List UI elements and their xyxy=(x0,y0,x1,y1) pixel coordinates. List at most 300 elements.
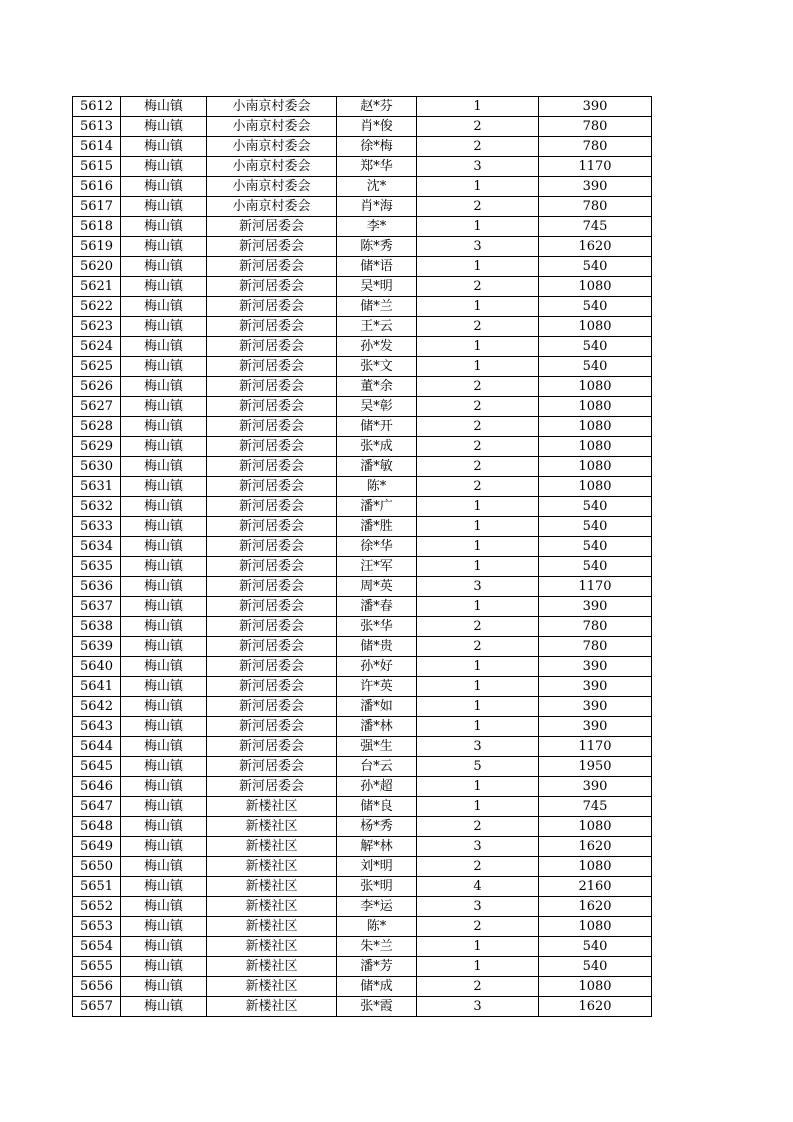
name-cell: 潘*芳 xyxy=(337,957,417,977)
record-number-cell: 5649 xyxy=(73,837,121,857)
amount-cell: 540 xyxy=(539,537,652,557)
name-cell: 吴*明 xyxy=(337,277,417,297)
community-cell: 新河居委会 xyxy=(207,617,337,637)
name-cell: 储*语 xyxy=(337,257,417,277)
household-count-cell: 2 xyxy=(417,197,539,217)
record-number-cell: 5620 xyxy=(73,257,121,277)
household-count-cell: 1 xyxy=(417,177,539,197)
amount-cell: 1950 xyxy=(539,757,652,777)
community-cell: 新楼社区 xyxy=(207,857,337,877)
community-cell: 新河居委会 xyxy=(207,257,337,277)
amount-cell: 780 xyxy=(539,137,652,157)
table-row xyxy=(73,757,652,777)
table-row xyxy=(73,317,652,337)
record-number-cell: 5657 xyxy=(73,997,121,1017)
table-row xyxy=(73,97,652,117)
record-number-cell: 5621 xyxy=(73,277,121,297)
amount-cell: 780 xyxy=(539,117,652,137)
town-cell: 梅山镇 xyxy=(121,877,207,897)
community-cell: 新河居委会 xyxy=(207,677,337,697)
amount-cell: 540 xyxy=(539,297,652,317)
town-cell: 梅山镇 xyxy=(121,617,207,637)
record-number-cell: 5638 xyxy=(73,617,121,637)
household-count-cell: 2 xyxy=(417,417,539,437)
household-count-cell: 1 xyxy=(417,777,539,797)
town-cell: 梅山镇 xyxy=(121,257,207,277)
town-cell: 梅山镇 xyxy=(121,977,207,997)
town-cell: 梅山镇 xyxy=(121,757,207,777)
amount-cell: 1620 xyxy=(539,237,652,257)
community-cell: 新河居委会 xyxy=(207,417,337,437)
name-cell: 周*英 xyxy=(337,577,417,597)
name-cell: 台*云 xyxy=(337,757,417,777)
amount-cell: 1080 xyxy=(539,457,652,477)
name-cell: 杨*秀 xyxy=(337,817,417,837)
amount-cell: 540 xyxy=(539,557,652,577)
name-cell: 潘*如 xyxy=(337,697,417,717)
household-count-cell: 1 xyxy=(417,597,539,617)
amount-cell: 1620 xyxy=(539,897,652,917)
record-number-cell: 5627 xyxy=(73,397,121,417)
amount-cell: 1620 xyxy=(539,997,652,1017)
table-body xyxy=(73,97,652,1017)
community-cell: 新河居委会 xyxy=(207,217,337,237)
household-count-cell: 1 xyxy=(417,497,539,517)
record-number-cell: 5650 xyxy=(73,857,121,877)
community-cell: 新河居委会 xyxy=(207,697,337,717)
data-table xyxy=(72,96,652,1017)
town-cell: 梅山镇 xyxy=(121,397,207,417)
table-row xyxy=(73,977,652,997)
table-row xyxy=(73,137,652,157)
household-count-cell: 1 xyxy=(417,537,539,557)
town-cell: 梅山镇 xyxy=(121,577,207,597)
name-cell: 潘*春 xyxy=(337,597,417,617)
household-count-cell: 1 xyxy=(417,677,539,697)
household-count-cell: 2 xyxy=(417,617,539,637)
amount-cell: 540 xyxy=(539,957,652,977)
town-cell: 梅山镇 xyxy=(121,297,207,317)
table-row xyxy=(73,297,652,317)
name-cell: 孙*超 xyxy=(337,777,417,797)
town-cell: 梅山镇 xyxy=(121,997,207,1017)
household-count-cell: 1 xyxy=(417,297,539,317)
household-count-cell: 2 xyxy=(417,817,539,837)
household-count-cell: 1 xyxy=(417,717,539,737)
table-row xyxy=(73,617,652,637)
amount-cell: 390 xyxy=(539,717,652,737)
record-number-cell: 5613 xyxy=(73,117,121,137)
name-cell: 董*余 xyxy=(337,377,417,397)
household-count-cell: 1 xyxy=(417,937,539,957)
town-cell: 梅山镇 xyxy=(121,237,207,257)
community-cell: 新河居委会 xyxy=(207,577,337,597)
table-row xyxy=(73,537,652,557)
name-cell: 刘*明 xyxy=(337,857,417,877)
table-row xyxy=(73,457,652,477)
name-cell: 王*云 xyxy=(337,317,417,337)
record-number-cell: 5632 xyxy=(73,497,121,517)
household-count-cell: 1 xyxy=(417,97,539,117)
household-count-cell: 2 xyxy=(417,277,539,297)
amount-cell: 1170 xyxy=(539,157,652,177)
community-cell: 新河居委会 xyxy=(207,637,337,657)
community-cell: 新楼社区 xyxy=(207,917,337,937)
community-cell: 小南京村委会 xyxy=(207,117,337,137)
amount-cell: 1080 xyxy=(539,917,652,937)
table-row xyxy=(73,117,652,137)
town-cell: 梅山镇 xyxy=(121,897,207,917)
household-count-cell: 2 xyxy=(417,397,539,417)
record-number-cell: 5628 xyxy=(73,417,121,437)
record-number-cell: 5652 xyxy=(73,897,121,917)
amount-cell: 1080 xyxy=(539,317,652,337)
town-cell: 梅山镇 xyxy=(121,597,207,617)
town-cell: 梅山镇 xyxy=(121,797,207,817)
community-cell: 新河居委会 xyxy=(207,737,337,757)
table-row xyxy=(73,197,652,217)
record-number-cell: 5622 xyxy=(73,297,121,317)
town-cell: 梅山镇 xyxy=(121,777,207,797)
table-row xyxy=(73,357,652,377)
household-count-cell: 3 xyxy=(417,897,539,917)
name-cell: 张*文 xyxy=(337,357,417,377)
name-cell: 张*霞 xyxy=(337,997,417,1017)
household-count-cell: 2 xyxy=(417,457,539,477)
record-number-cell: 5647 xyxy=(73,797,121,817)
record-number-cell: 5626 xyxy=(73,377,121,397)
household-count-cell: 4 xyxy=(417,877,539,897)
household-count-cell: 1 xyxy=(417,337,539,357)
record-number-cell: 5634 xyxy=(73,537,121,557)
table-row xyxy=(73,897,652,917)
community-cell: 新河居委会 xyxy=(207,377,337,397)
household-count-cell: 2 xyxy=(417,857,539,877)
town-cell: 梅山镇 xyxy=(121,857,207,877)
community-cell: 新河居委会 xyxy=(207,777,337,797)
town-cell: 梅山镇 xyxy=(121,657,207,677)
table-row xyxy=(73,997,652,1017)
amount-cell: 540 xyxy=(539,497,652,517)
community-cell: 新河居委会 xyxy=(207,597,337,617)
amount-cell: 540 xyxy=(539,357,652,377)
household-count-cell: 2 xyxy=(417,117,539,137)
town-cell: 梅山镇 xyxy=(121,137,207,157)
table-row xyxy=(73,377,652,397)
name-cell: 储*兰 xyxy=(337,297,417,317)
name-cell: 储*成 xyxy=(337,977,417,997)
household-count-cell: 1 xyxy=(417,517,539,537)
name-cell: 肖*俊 xyxy=(337,117,417,137)
amount-cell: 1170 xyxy=(539,737,652,757)
community-cell: 新河居委会 xyxy=(207,757,337,777)
name-cell: 沈* xyxy=(337,177,417,197)
town-cell: 梅山镇 xyxy=(121,697,207,717)
record-number-cell: 5629 xyxy=(73,437,121,457)
town-cell: 梅山镇 xyxy=(121,457,207,477)
town-cell: 梅山镇 xyxy=(121,437,207,457)
table-row xyxy=(73,937,652,957)
amount-cell: 1620 xyxy=(539,837,652,857)
town-cell: 梅山镇 xyxy=(121,917,207,937)
name-cell: 肖*海 xyxy=(337,197,417,217)
amount-cell: 390 xyxy=(539,777,652,797)
table-row xyxy=(73,917,652,937)
record-number-cell: 5617 xyxy=(73,197,121,217)
town-cell: 梅山镇 xyxy=(121,177,207,197)
name-cell: 徐*梅 xyxy=(337,137,417,157)
amount-cell: 390 xyxy=(539,97,652,117)
table-row xyxy=(73,837,652,857)
record-number-cell: 5648 xyxy=(73,817,121,837)
community-cell: 新楼社区 xyxy=(207,837,337,857)
name-cell: 陈* xyxy=(337,477,417,497)
table-row xyxy=(73,737,652,757)
town-cell: 梅山镇 xyxy=(121,277,207,297)
town-cell: 梅山镇 xyxy=(121,677,207,697)
table-row xyxy=(73,157,652,177)
community-cell: 新楼社区 xyxy=(207,897,337,917)
amount-cell: 1080 xyxy=(539,477,652,497)
table-row xyxy=(73,657,652,677)
household-count-cell: 2 xyxy=(417,317,539,337)
household-count-cell: 2 xyxy=(417,137,539,157)
amount-cell: 540 xyxy=(539,937,652,957)
record-number-cell: 5635 xyxy=(73,557,121,577)
town-cell: 梅山镇 xyxy=(121,357,207,377)
name-cell: 李*运 xyxy=(337,897,417,917)
community-cell: 小南京村委会 xyxy=(207,137,337,157)
household-count-cell: 1 xyxy=(417,957,539,977)
community-cell: 新河居委会 xyxy=(207,357,337,377)
name-cell: 储*贵 xyxy=(337,637,417,657)
community-cell: 新河居委会 xyxy=(207,517,337,537)
record-number-cell: 5623 xyxy=(73,317,121,337)
household-count-cell: 2 xyxy=(417,977,539,997)
amount-cell: 1080 xyxy=(539,377,652,397)
name-cell: 储*良 xyxy=(337,797,417,817)
town-cell: 梅山镇 xyxy=(121,737,207,757)
record-number-cell: 5616 xyxy=(73,177,121,197)
record-number-cell: 5633 xyxy=(73,517,121,537)
amount-cell: 390 xyxy=(539,177,652,197)
name-cell: 潘*敏 xyxy=(337,457,417,477)
town-cell: 梅山镇 xyxy=(121,557,207,577)
name-cell: 郑*华 xyxy=(337,157,417,177)
record-number-cell: 5640 xyxy=(73,657,121,677)
household-count-cell: 2 xyxy=(417,637,539,657)
table-row xyxy=(73,417,652,437)
table-row xyxy=(73,777,652,797)
table-row xyxy=(73,337,652,357)
amount-cell: 745 xyxy=(539,797,652,817)
name-cell: 张*明 xyxy=(337,877,417,897)
community-cell: 新河居委会 xyxy=(207,497,337,517)
record-number-cell: 5614 xyxy=(73,137,121,157)
name-cell: 潘*胜 xyxy=(337,517,417,537)
name-cell: 孙*好 xyxy=(337,657,417,677)
table-row xyxy=(73,797,652,817)
community-cell: 小南京村委会 xyxy=(207,177,337,197)
table-row xyxy=(73,257,652,277)
record-number-cell: 5625 xyxy=(73,357,121,377)
community-cell: 新河居委会 xyxy=(207,337,337,357)
household-count-cell: 2 xyxy=(417,477,539,497)
record-number-cell: 5644 xyxy=(73,737,121,757)
community-cell: 新楼社区 xyxy=(207,877,337,897)
table-row xyxy=(73,557,652,577)
town-cell: 梅山镇 xyxy=(121,717,207,737)
community-cell: 新河居委会 xyxy=(207,437,337,457)
table-row xyxy=(73,697,652,717)
name-cell: 朱*兰 xyxy=(337,937,417,957)
town-cell: 梅山镇 xyxy=(121,477,207,497)
record-number-cell: 5642 xyxy=(73,697,121,717)
amount-cell: 1080 xyxy=(539,437,652,457)
amount-cell: 780 xyxy=(539,617,652,637)
household-count-cell: 3 xyxy=(417,237,539,257)
town-cell: 梅山镇 xyxy=(121,937,207,957)
name-cell: 李* xyxy=(337,217,417,237)
household-count-cell: 3 xyxy=(417,737,539,757)
amount-cell: 540 xyxy=(539,517,652,537)
amount-cell: 745 xyxy=(539,217,652,237)
table-row xyxy=(73,817,652,837)
town-cell: 梅山镇 xyxy=(121,417,207,437)
town-cell: 梅山镇 xyxy=(121,517,207,537)
name-cell: 吴*彰 xyxy=(337,397,417,417)
household-count-cell: 1 xyxy=(417,257,539,277)
community-cell: 新河居委会 xyxy=(207,717,337,737)
name-cell: 潘*林 xyxy=(337,717,417,737)
community-cell: 新河居委会 xyxy=(207,657,337,677)
community-cell: 小南京村委会 xyxy=(207,97,337,117)
table-row xyxy=(73,517,652,537)
record-number-cell: 5645 xyxy=(73,757,121,777)
community-cell: 小南京村委会 xyxy=(207,157,337,177)
record-number-cell: 5615 xyxy=(73,157,121,177)
amount-cell: 390 xyxy=(539,697,652,717)
table-row xyxy=(73,217,652,237)
household-count-cell: 1 xyxy=(417,357,539,377)
record-number-cell: 5631 xyxy=(73,477,121,497)
record-number-cell: 5630 xyxy=(73,457,121,477)
community-cell: 新楼社区 xyxy=(207,957,337,977)
name-cell: 孙*发 xyxy=(337,337,417,357)
amount-cell: 390 xyxy=(539,597,652,617)
household-count-cell: 2 xyxy=(417,437,539,457)
record-number-cell: 5651 xyxy=(73,877,121,897)
town-cell: 梅山镇 xyxy=(121,317,207,337)
record-number-cell: 5612 xyxy=(73,97,121,117)
town-cell: 梅山镇 xyxy=(121,217,207,237)
record-number-cell: 5624 xyxy=(73,337,121,357)
household-count-cell: 3 xyxy=(417,997,539,1017)
community-cell: 新河居委会 xyxy=(207,237,337,257)
name-cell: 解*林 xyxy=(337,837,417,857)
table-row xyxy=(73,597,652,617)
town-cell: 梅山镇 xyxy=(121,837,207,857)
town-cell: 梅山镇 xyxy=(121,97,207,117)
household-count-cell: 1 xyxy=(417,657,539,677)
community-cell: 新楼社区 xyxy=(207,937,337,957)
amount-cell: 1170 xyxy=(539,577,652,597)
amount-cell: 540 xyxy=(539,257,652,277)
community-cell: 新河居委会 xyxy=(207,537,337,557)
record-number-cell: 5653 xyxy=(73,917,121,937)
household-count-cell: 1 xyxy=(417,557,539,577)
table-row xyxy=(73,437,652,457)
community-cell: 小南京村委会 xyxy=(207,197,337,217)
household-count-cell: 1 xyxy=(417,797,539,817)
record-number-cell: 5639 xyxy=(73,637,121,657)
household-count-cell: 5 xyxy=(417,757,539,777)
community-cell: 新河居委会 xyxy=(207,277,337,297)
record-number-cell: 5641 xyxy=(73,677,121,697)
record-number-cell: 5636 xyxy=(73,577,121,597)
town-cell: 梅山镇 xyxy=(121,337,207,357)
record-number-cell: 5643 xyxy=(73,717,121,737)
household-count-cell: 1 xyxy=(417,697,539,717)
amount-cell: 780 xyxy=(539,637,652,657)
household-count-cell: 1 xyxy=(417,217,539,237)
town-cell: 梅山镇 xyxy=(121,537,207,557)
table-row xyxy=(73,637,652,657)
table-row xyxy=(73,277,652,297)
town-cell: 梅山镇 xyxy=(121,957,207,977)
table-row xyxy=(73,877,652,897)
town-cell: 梅山镇 xyxy=(121,117,207,137)
town-cell: 梅山镇 xyxy=(121,637,207,657)
amount-cell: 390 xyxy=(539,677,652,697)
community-cell: 新河居委会 xyxy=(207,297,337,317)
name-cell: 陈* xyxy=(337,917,417,937)
name-cell: 徐*华 xyxy=(337,537,417,557)
name-cell: 强*生 xyxy=(337,737,417,757)
amount-cell: 780 xyxy=(539,197,652,217)
table-row xyxy=(73,497,652,517)
household-count-cell: 3 xyxy=(417,837,539,857)
record-number-cell: 5619 xyxy=(73,237,121,257)
town-cell: 梅山镇 xyxy=(121,197,207,217)
amount-cell: 1080 xyxy=(539,417,652,437)
record-number-cell: 5656 xyxy=(73,977,121,997)
amount-cell: 1080 xyxy=(539,977,652,997)
amount-cell: 1080 xyxy=(539,397,652,417)
record-number-cell: 5618 xyxy=(73,217,121,237)
household-count-cell: 2 xyxy=(417,377,539,397)
community-cell: 新楼社区 xyxy=(207,977,337,997)
household-count-cell: 2 xyxy=(417,917,539,937)
household-count-cell: 3 xyxy=(417,157,539,177)
name-cell: 陈*秀 xyxy=(337,237,417,257)
amount-cell: 1080 xyxy=(539,817,652,837)
table-row xyxy=(73,677,652,697)
community-cell: 新楼社区 xyxy=(207,797,337,817)
name-cell: 张*成 xyxy=(337,437,417,457)
table-row xyxy=(73,177,652,197)
community-cell: 新河居委会 xyxy=(207,457,337,477)
town-cell: 梅山镇 xyxy=(121,157,207,177)
amount-cell: 390 xyxy=(539,657,652,677)
community-cell: 新河居委会 xyxy=(207,557,337,577)
name-cell: 张*华 xyxy=(337,617,417,637)
record-number-cell: 5655 xyxy=(73,957,121,977)
amount-cell: 2160 xyxy=(539,877,652,897)
household-count-cell: 3 xyxy=(417,577,539,597)
town-cell: 梅山镇 xyxy=(121,377,207,397)
name-cell: 潘*广 xyxy=(337,497,417,517)
